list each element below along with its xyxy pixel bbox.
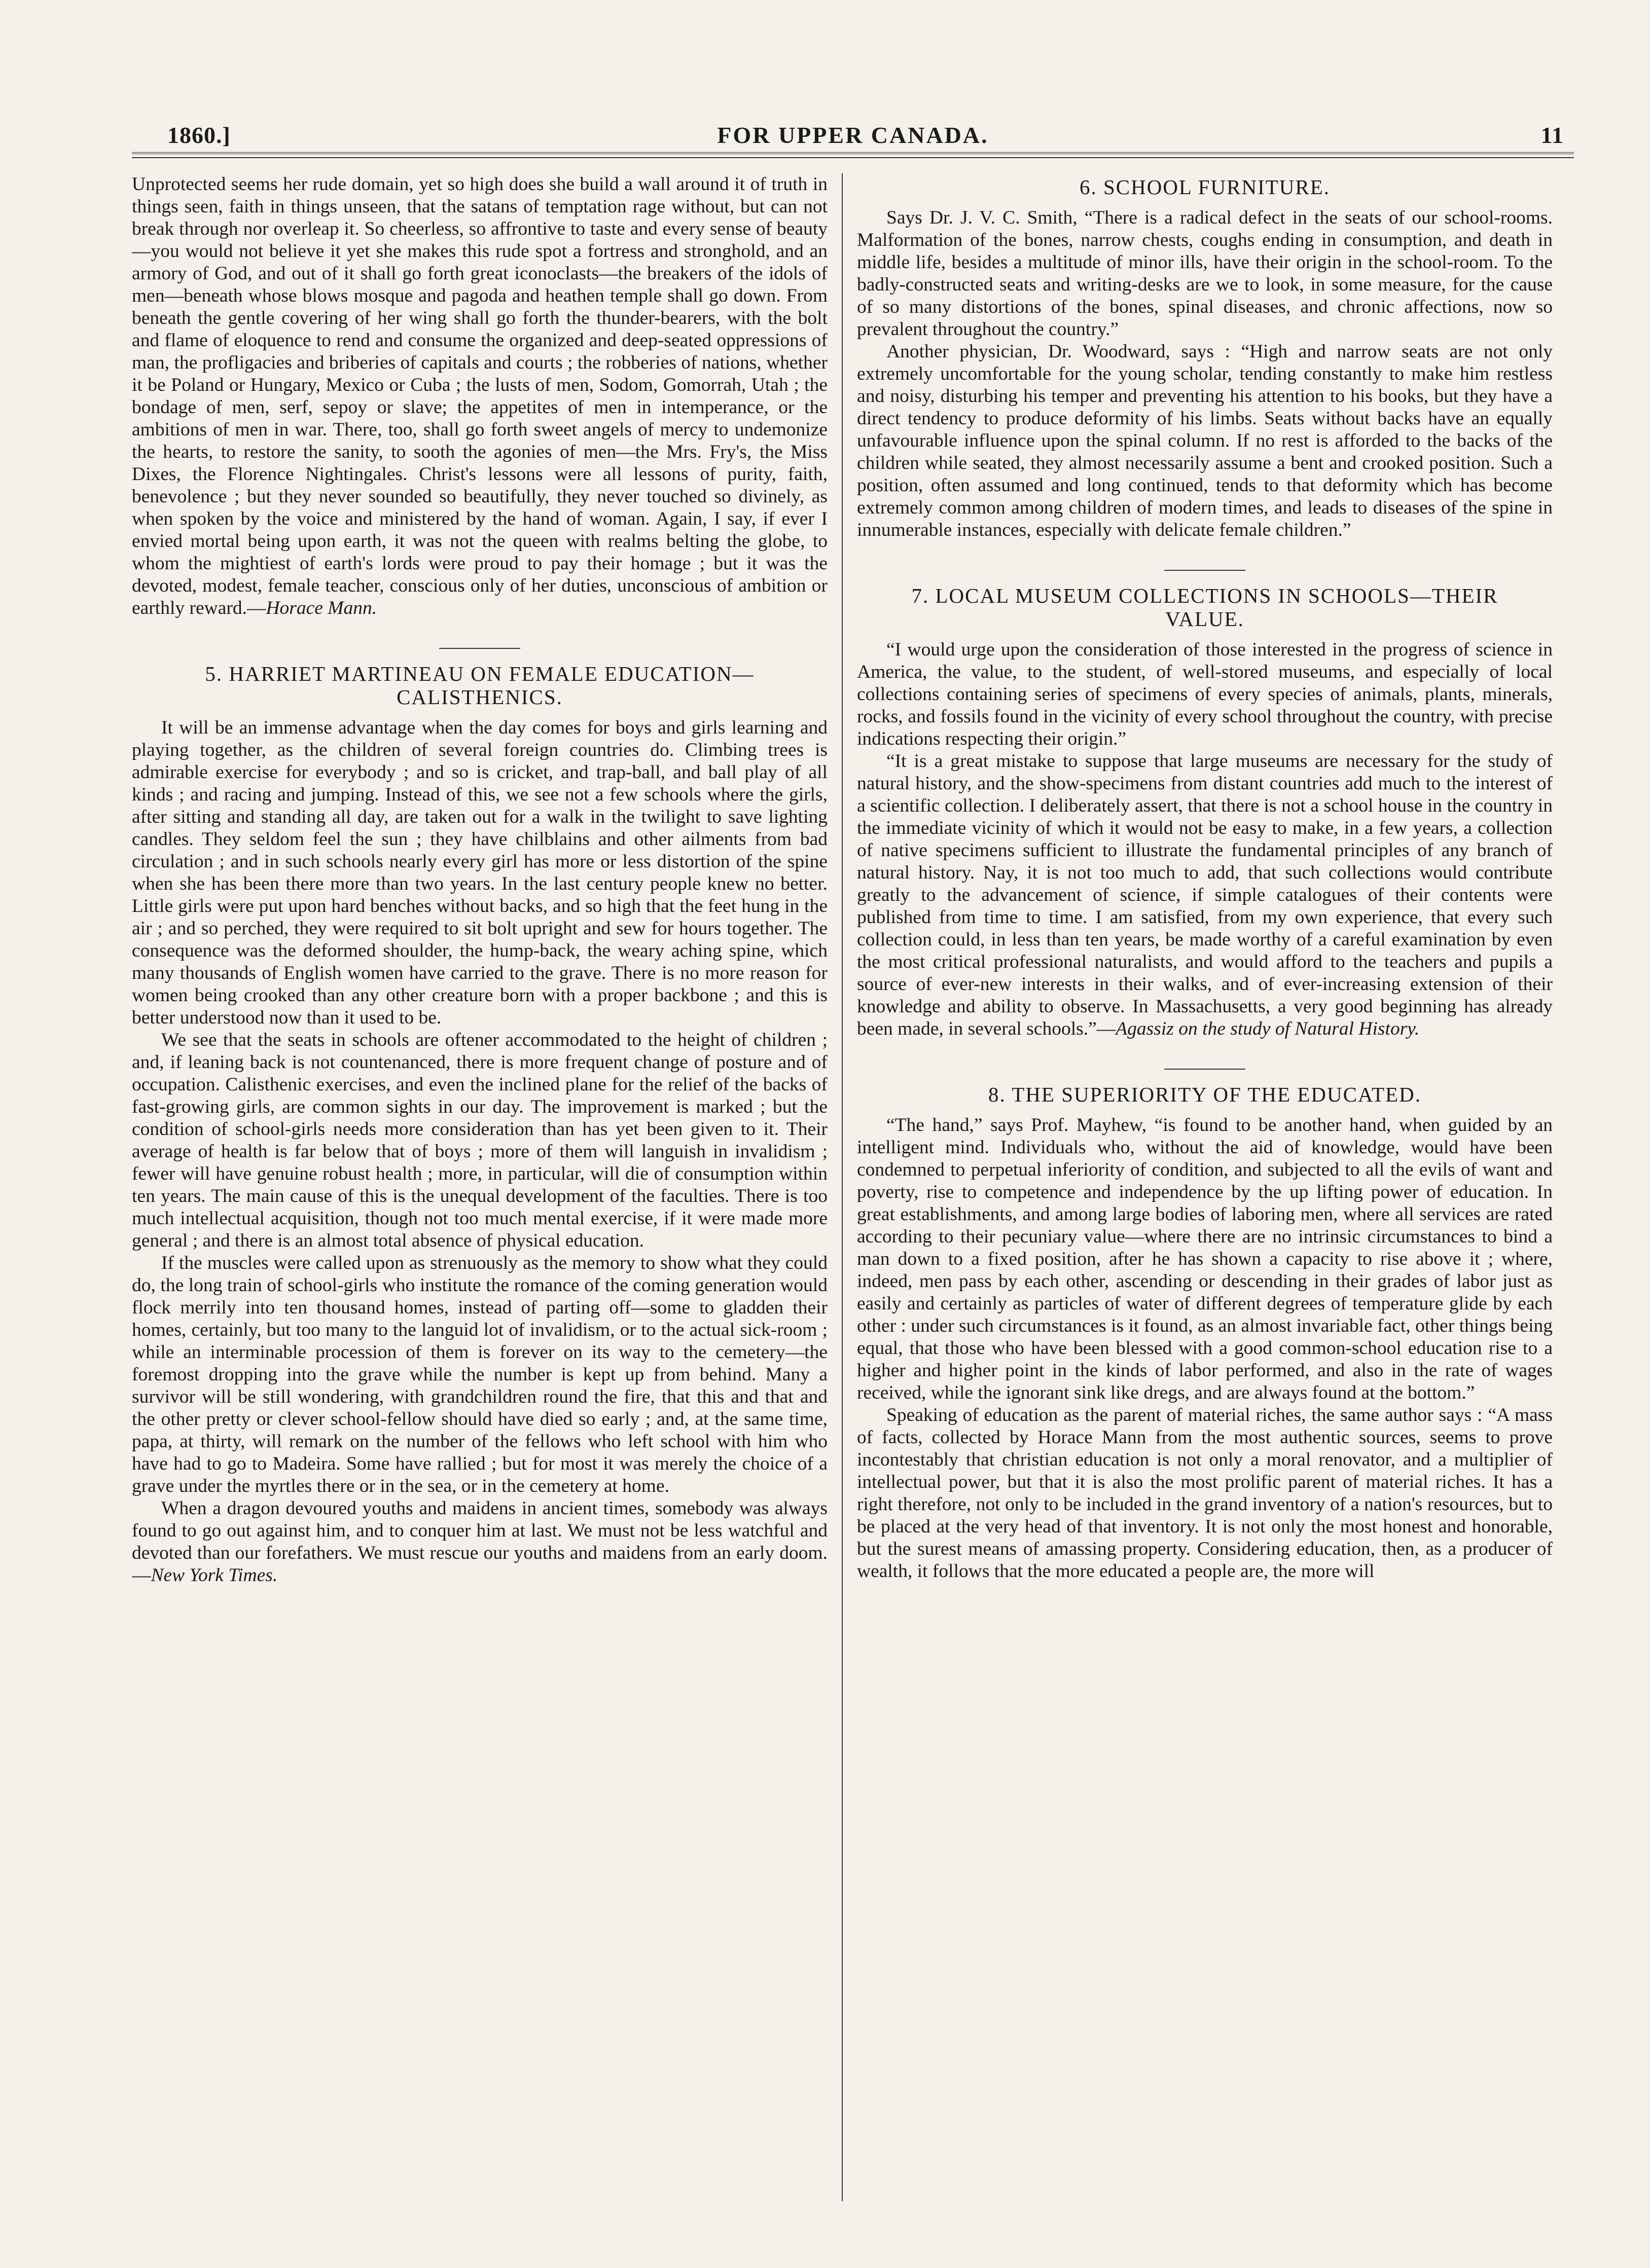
intro-paragraph: Unprotected seems her rude domain, yet so high does she build a wall around it of truth in things seen, faith in things unseen, that the satans of temptation rage without, but can not break through nor overleap it. So cheerless, so affrontive to taste and every sense of beauty—you would not believe it yet she makes this rude spot a fortress and stronghold, and an armory of God, and out of it shall go forth great iconoclasts—the breakers of the idols of men—beneath whose blows mosque and pagoda and heathen temple shall go down. From beneath the gentle covering of her wing shall go forth the thunder-bearers, with the bolt and flame of eloquence to rend and consume the organized and deep-seated oppressions of man, the profligacies and briberies of capitals and courts ; the robberies of nations, whether it be Poland or Hungary, Mexico or Cuba ; the lusts of men, Sodom, Gomorrah, Utah ; the bondage of men, serf, sepoy or slave; the appetites of men in intemperance, or the ambitions of men in war. There, too, shall go forth sweet angels of mercy to undemonize the hearts, to restore the sanity, to sooth the agonies of men—the Mrs. Fry's, the Miss Dixes, the Florence Nightingales. Christ's lessons were all lessons of purity, faith, benevolence ; but they never sounded so beautifully, they never touched so divinely, as when spoken by the voice and ministered by the hand of woman. Again, I say, if ever I envied mortal being upon earth, it was not the queen with realms belting the globe, to whom the mightiest of earth's lords were proud to pay their homage ; but it was the devoted, modest, female teacher, conscious only of her duties, unconscious of ambition or earthly reward.—Horace Mann.: [132, 174, 828, 618]
section-6-heading: 6. SCHOOL FURNITURE.: [1079, 175, 1331, 199]
intro-attribution: Horace Mann.: [266, 598, 377, 618]
header-year: 1860.]: [167, 122, 231, 148]
section-7-paragraph: “It is a great mistake to suppose that large museums are necessary for the study of natural history, and the show-specimens from distant countries add much to the interest of a scientific collection. I deliberately assert, that there is not a school house in the country in the immediate vicinity of which it would not be easy to make, in a few years, a collection of native specimens sufficient to illustrate the fundamental principles of any branch of natural history. Nay, it is not too much to add, that such collections would contribute greatly to the advancement of science, if simple catalogues of their contents were published from time to time. I am satisfied, from my own experience, that every such collection could, in less than ten years, be made worthy of a careful examination by even the most critical professional naturalists, and would afford to the teachers and pupils a source of ever-new interests in their walks, and of ever-increasing extension of their knowledge and ability to observe. In Massachusetts, a very good beginning has already been made, in several schools.”—Agassiz on the study of Natural History.: [857, 751, 1553, 1039]
section-7-paragraph: “I would urge upon the consideration of those interested in the progress of science in America, the value, to the student, of well-stored museums, and especially of local collections containing series of specimens of every species of animals, plants, minerals, rocks, and fossils found in the vicinity of every school throughout the country, with precise indications respecting their origin.”: [857, 639, 1553, 749]
header-rule: [132, 152, 1574, 158]
section-divider: [1164, 570, 1245, 571]
header-title: FOR UPPER CANADA.: [717, 122, 989, 148]
right-column: [843, 173, 1553, 2201]
two-column-body: [132, 173, 1574, 2201]
section-5-paragraph: It will be an immense advantage when the day comes for boys and girls learning and playing together, as the children of several foreign countries do. Climbing trees is admirable exercise for everybody ; and so is cricket, and trap-ball, and ball play of all kinds ; and racing and jumping. Instead of this, we see not a few schools where the girls, after sitting and standing all day, are taken out for a walk in the twilight to save lighting candles. They seldom feel the sun ; they have chilblains and other ailments from bad circulation ; and in such schools nearly every girl has more or less distortion of the spine when she has been there more than two years. In the last century people knew no better. Little girls were put upon hard benches without backs, and so high that the feet hung in the air ; and so perched, they were required to sit bolt upright and sew for hours together. The consequence was the deformed shoulder, the hump-back, the weary aching spine, which many thousands of English women have carried to the grave. There is no more reason for women being crooked than any other creature born with a proper backbone ; and this is better understood now than it used to be.: [132, 717, 828, 1028]
section-7-attribution: Agassiz on the study of Natural History.: [1116, 1018, 1420, 1039]
section-6-paragraph: Another physician, Dr. Woodward, says : “High and narrow seats are not only extremely uncomfortable for the young scholar, tending constantly to make him restless and noisy, disturbing his temper and preventing his attention to his books, but they have a direct tendency to produce deformity of his limbs. Seats without backs have an equally unfavourable influence upon the spinal column. If no rest is afforded to the backs of the children while seated, they almost necessarily assume a bent and crooked position. Such a position, often assumed and long continued, tends to that deformity which has become extremely common among children of modern times, and leads to diseases of the spine in innumerable instances, especially with delicate female children.”: [857, 341, 1553, 540]
section-6-paragraph: Says Dr. J. V. C. Smith, “There is a radical defect in the seats of our school-rooms. Malformation of the bones, narrow chests, coughs ending in consumption, and death in middle life, besides a multitude of minor ills, have their origin in the school-room. To the badly-constructed seats and writing-desks are we to look, in some measure, for the cause of so many distortions of the bones, spinal diseases, and chronic affections, now so prevalent throughout the country.”: [857, 207, 1553, 340]
running-head: [132, 106, 1574, 152]
section-8-heading: 8. THE SUPERIORITY OF THE EDUCATED.: [988, 1083, 1421, 1106]
left-column: [132, 173, 842, 2201]
page-number: 11: [1540, 122, 1564, 148]
section-5-paragraph: We see that the seats in schools are oftener accommodated to the height of children ; and, if leaning back is not countenanced, there is more frequent change of posture and of occupation. Calisthenic exercises, and even the inclined plane for the relief of the backs of fast-growing girls, are common sights in our day. The improvement is marked ; but the condition of school-girls needs more consideration than has yet been given to it. Their average of health is far below that of boys ; more of them will languish in invalidism ; fewer will have genuine robust health ; more, in particular, will die of consumption within ten years. The main cause of this is the unequal development of the faculties. There is too much intellectual acquisition, though not too much mental exercise, if it were made more general ; and there is an almost total absence of physical education.: [132, 1030, 828, 1251]
section-8-paragraph: Speaking of education as the parent of material riches, the same author says : “A mass of facts, collected by Horace Mann from the most authentic sources, seems to prove incontestably that christian education is not only a moral renovator, and a multiplier of intellectual power, but that it is also the most prolific parent of material riches. It has a right therefore, not only to be included in the grand inventory of a nation's resources, but to be placed at the very head of that inventory. It is not only the most honest and honorable, but the surest means of amassing property. Considering education, then, as a producer of wealth, it follows that the more educated a people are, the more will: [857, 1405, 1553, 1582]
section-7-heading: 7. LOCAL MUSEUM COLLECTIONS IN SCHOOLS—THEIR VALUE.: [911, 584, 1498, 631]
section-8-paragraph: “The hand,” says Prof. Mayhew, “is found to be another hand, when guided by an intelligent mind. Individuals who, without the aid of knowledge, would have been condemned to perpetual inferiority of condition, and subjected to all the evils of want and poverty, rise to competence and independence by the up lifting power of education. In great establishments, and among large bodies of laboring men, where all services are rated according to their pecuniary value—where there are no intrinsic circumstances to bind a man down to a fixed position, after he has shown a capacity to rise above it ; where, indeed, men pass by each other, ascending or descending in their grades of labor just as easily and certainly as particles of water of different degrees of temperature glide by each other : under such circumstances is it found, as an almost invariable fact, other things being equal, that those who have been blessed with a good common-school education rise to a higher and higher point in the kinds of labor performed, and also in the rate of wages received, while the ignorant sink like dregs, and are always found at the bottom.”: [857, 1115, 1553, 1403]
section-5-paragraph: When a dragon devoured youths and maidens in ancient times, somebody was always found to go out against him, and to conquer him at last. We must not be less watchful and devoted than our forefathers. We must rescue our youths and maidens from an early doom.—New York Times.: [132, 1498, 828, 1586]
section-5-heading: 5. HARRIET MARTINEAU ON FEMALE EDUCATION—CALISTHENICS.: [205, 662, 755, 709]
section-divider: [439, 648, 520, 649]
section-divider: [1164, 1069, 1245, 1070]
section-5-attribution: New York Times.: [151, 1565, 278, 1586]
section-5-paragraph: If the muscles were called upon as strenuously as the memory to show what they could do, the long train of school-girls who institute the romance of the coming generation would flock merrily into ten thousand homes, instead of parting off—some to gladden their homes, certainly, but too many to the languid lot of invalidism, or to the actual sick-room ; while an interminable procession of them is forever on its way to the cemetery—the foremost dropping into the grave while the number is kept up from behind. Many a survivor will be still wondering, with grandchildren round the fire, that this and that and the other pretty or clever school-fellow should have died so early ; and, at the same time, papa, at thirty, will remark on the number of the fellows who left school with him who have had to go to Madeira. Some have rallied ; but for most it was merely the choice of a grave under the myrtles there or in the sea, or in the cemetery at home.: [132, 1253, 828, 1496]
